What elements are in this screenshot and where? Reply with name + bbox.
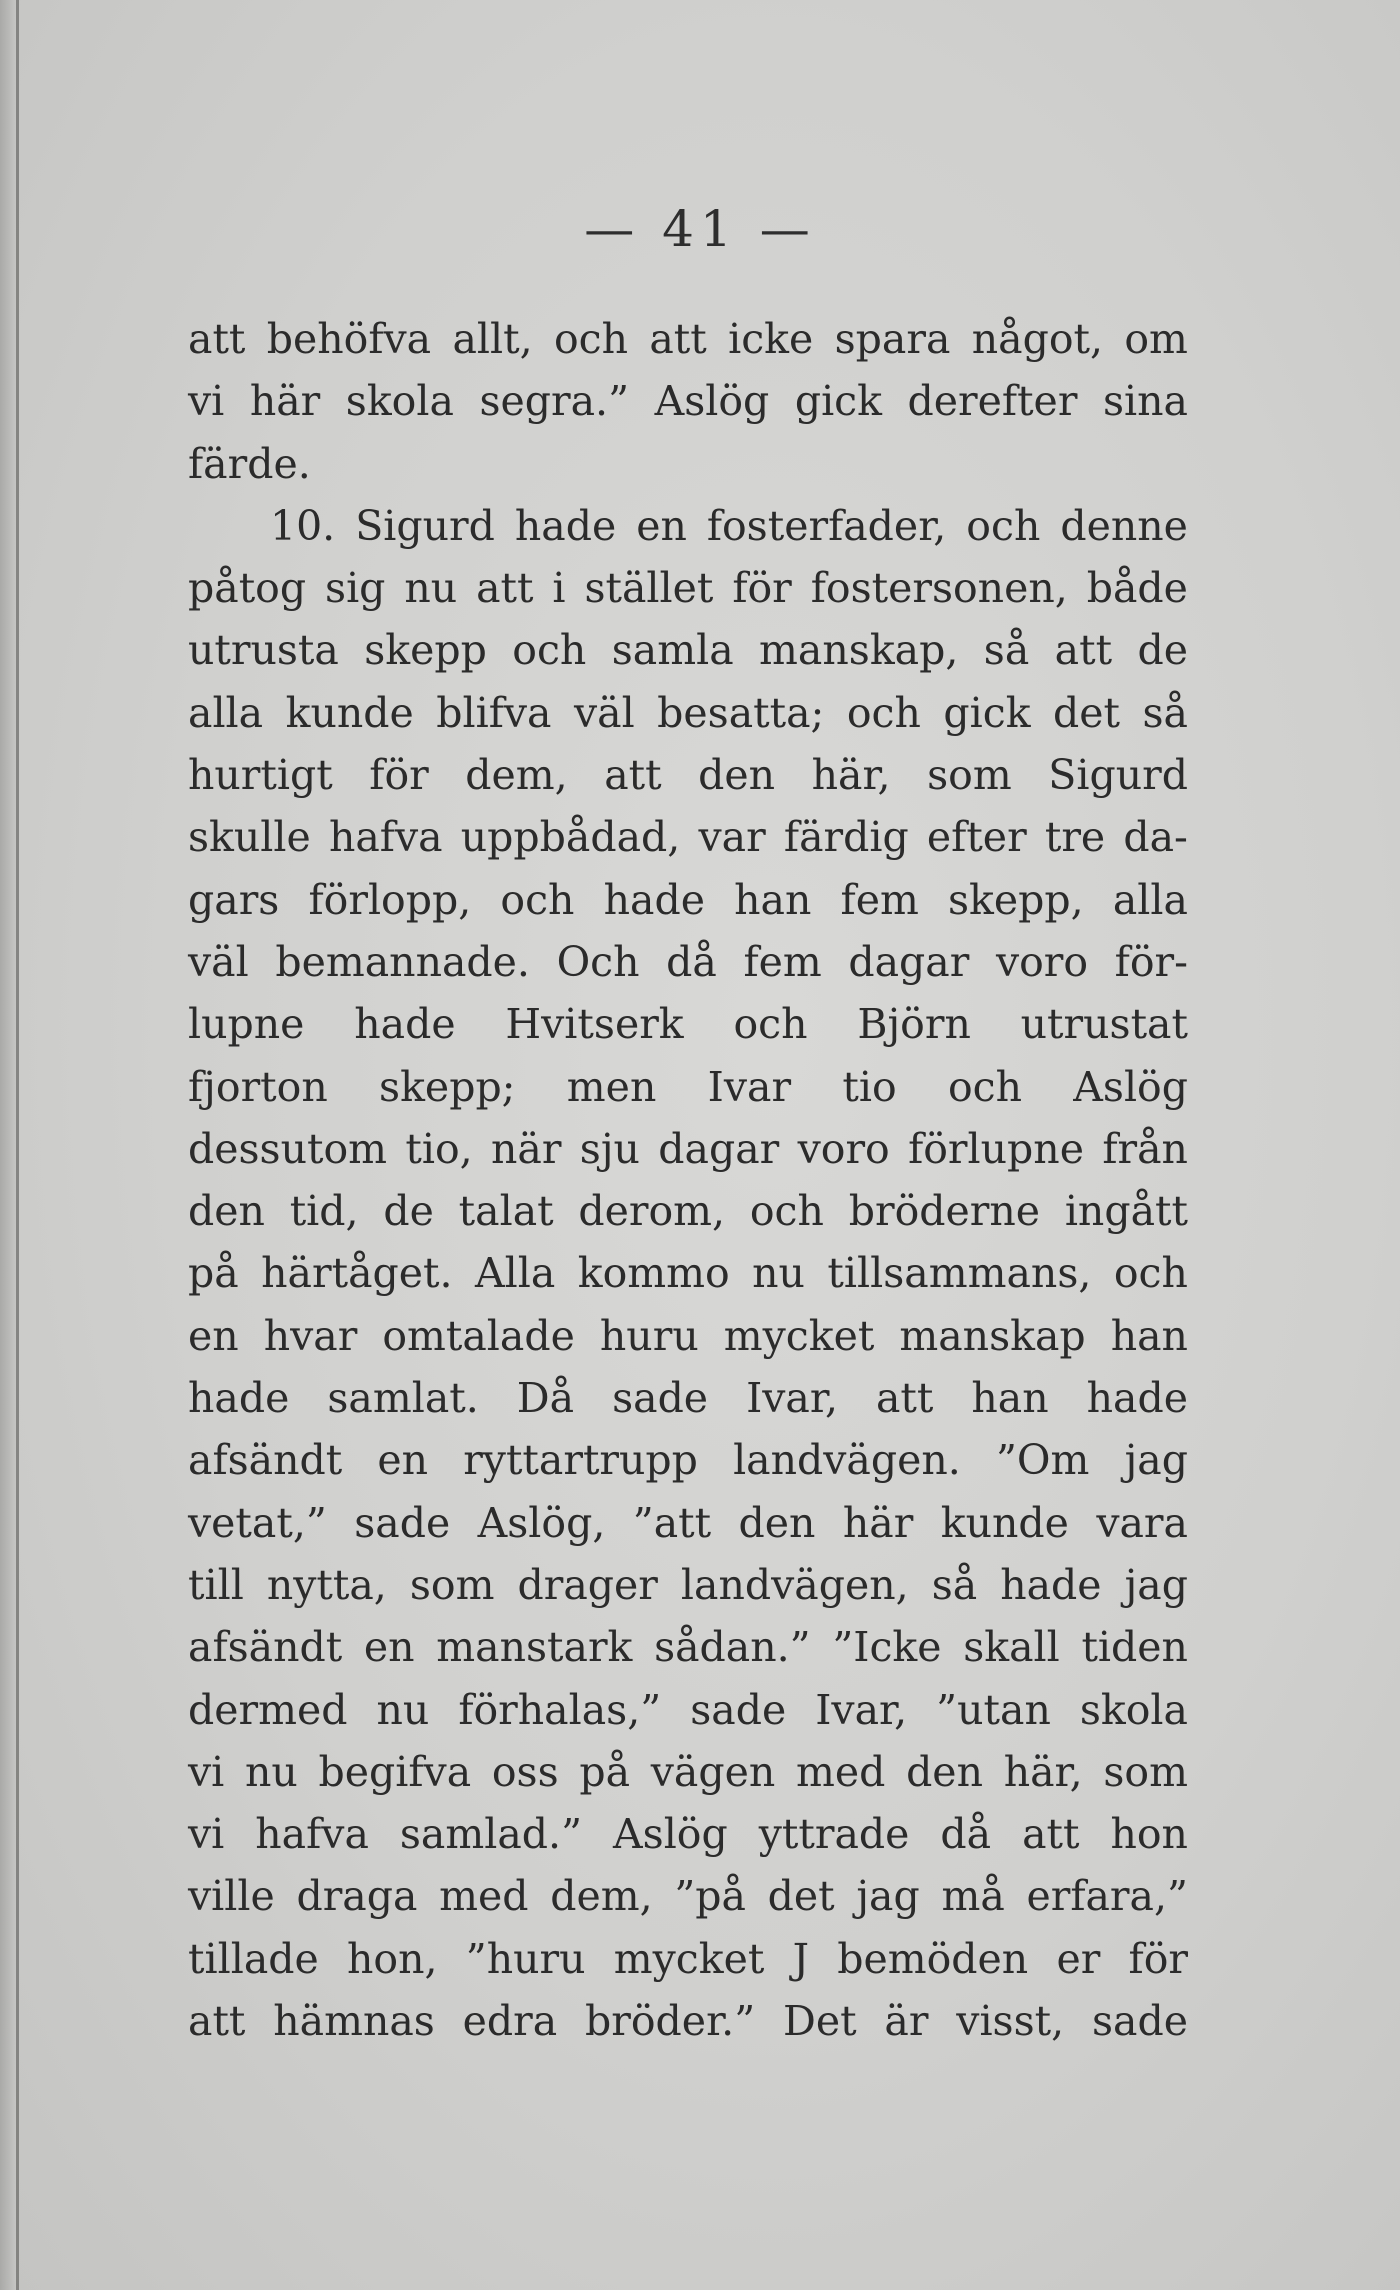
text-line: dessutom tio, när sju dagar voro förlupne från <box>188 1124 1188 1173</box>
page-gutter-shadow <box>0 0 16 2290</box>
text-line: ville draga med dem, ”på det jag må erfara,” <box>188 1872 1188 1921</box>
text-line: lupne hade Hvitserk och Björn utrustat <box>188 1000 1188 1049</box>
page-number: — 41 — <box>584 200 816 258</box>
text-line: 10. Sigurd hade en fosterfader, och denne <box>270 501 1188 550</box>
text-line: att hämnas edra bröder.” Det är visst, sade <box>188 1997 1188 2046</box>
text-line: påtog sig nu att i stället för fostersonen, både <box>188 564 1188 613</box>
text-line: afsändt en manstark sådan.” ”Icke skall tiden <box>188 1623 1188 1672</box>
text-line: alla kunde blifva väl besatta; och gick det så <box>188 688 1188 737</box>
text-line: fjorton skepp; men Ivar tio och Aslög <box>188 1062 1188 1111</box>
body-text <box>188 308 1188 2052</box>
text-line: tillade hon, ”huru mycket J bemöden er för <box>188 1934 1188 1983</box>
text-line: till nytta, som drager landvägen, så hade jag <box>188 1560 1188 1609</box>
text-line: gars förlopp, och hade han fem skepp, alla <box>188 875 1188 924</box>
page-edge-line <box>16 0 19 2290</box>
text-line: färde. <box>188 439 311 488</box>
text-line: den tid, de talat derom, och bröderne ingått <box>188 1187 1188 1236</box>
text-line: vi hafva samlad.” Aslög yttrade då att hon <box>188 1810 1188 1859</box>
text-line: skulle hafva uppbådad, var färdig efter tre da- <box>188 813 1188 862</box>
text-line: vetat,” sade Aslög, ”att den här kunde vara <box>188 1498 1188 1547</box>
text-line: väl bemannade. Och då fem dagar voro för- <box>188 937 1188 986</box>
text-line: på härtåget. Alla kommo nu tillsammans, och <box>188 1249 1188 1298</box>
text-line: hurtigt för dem, att den här, som Sigurd <box>188 751 1188 800</box>
text-line: vi nu begifva oss på vägen med den här, som <box>188 1747 1188 1796</box>
text-line: afsändt en ryttartrupp landvägen. ”Om jag <box>188 1436 1188 1485</box>
text-line: hade samlat. Då sade Ivar, att han hade <box>188 1374 1188 1423</box>
text-line: att behöfva allt, och att icke spara något, om <box>188 315 1188 363</box>
text-line: utrusta skepp och samla manskap, så att de <box>188 626 1188 675</box>
text-line: dermed nu förhalas,” sade Ivar, ”utan skola <box>188 1685 1188 1734</box>
text-line: en hvar omtalade huru mycket manskap han <box>188 1311 1188 1360</box>
text-line: vi här skola segra.” Aslög gick derefter sina <box>188 377 1188 426</box>
